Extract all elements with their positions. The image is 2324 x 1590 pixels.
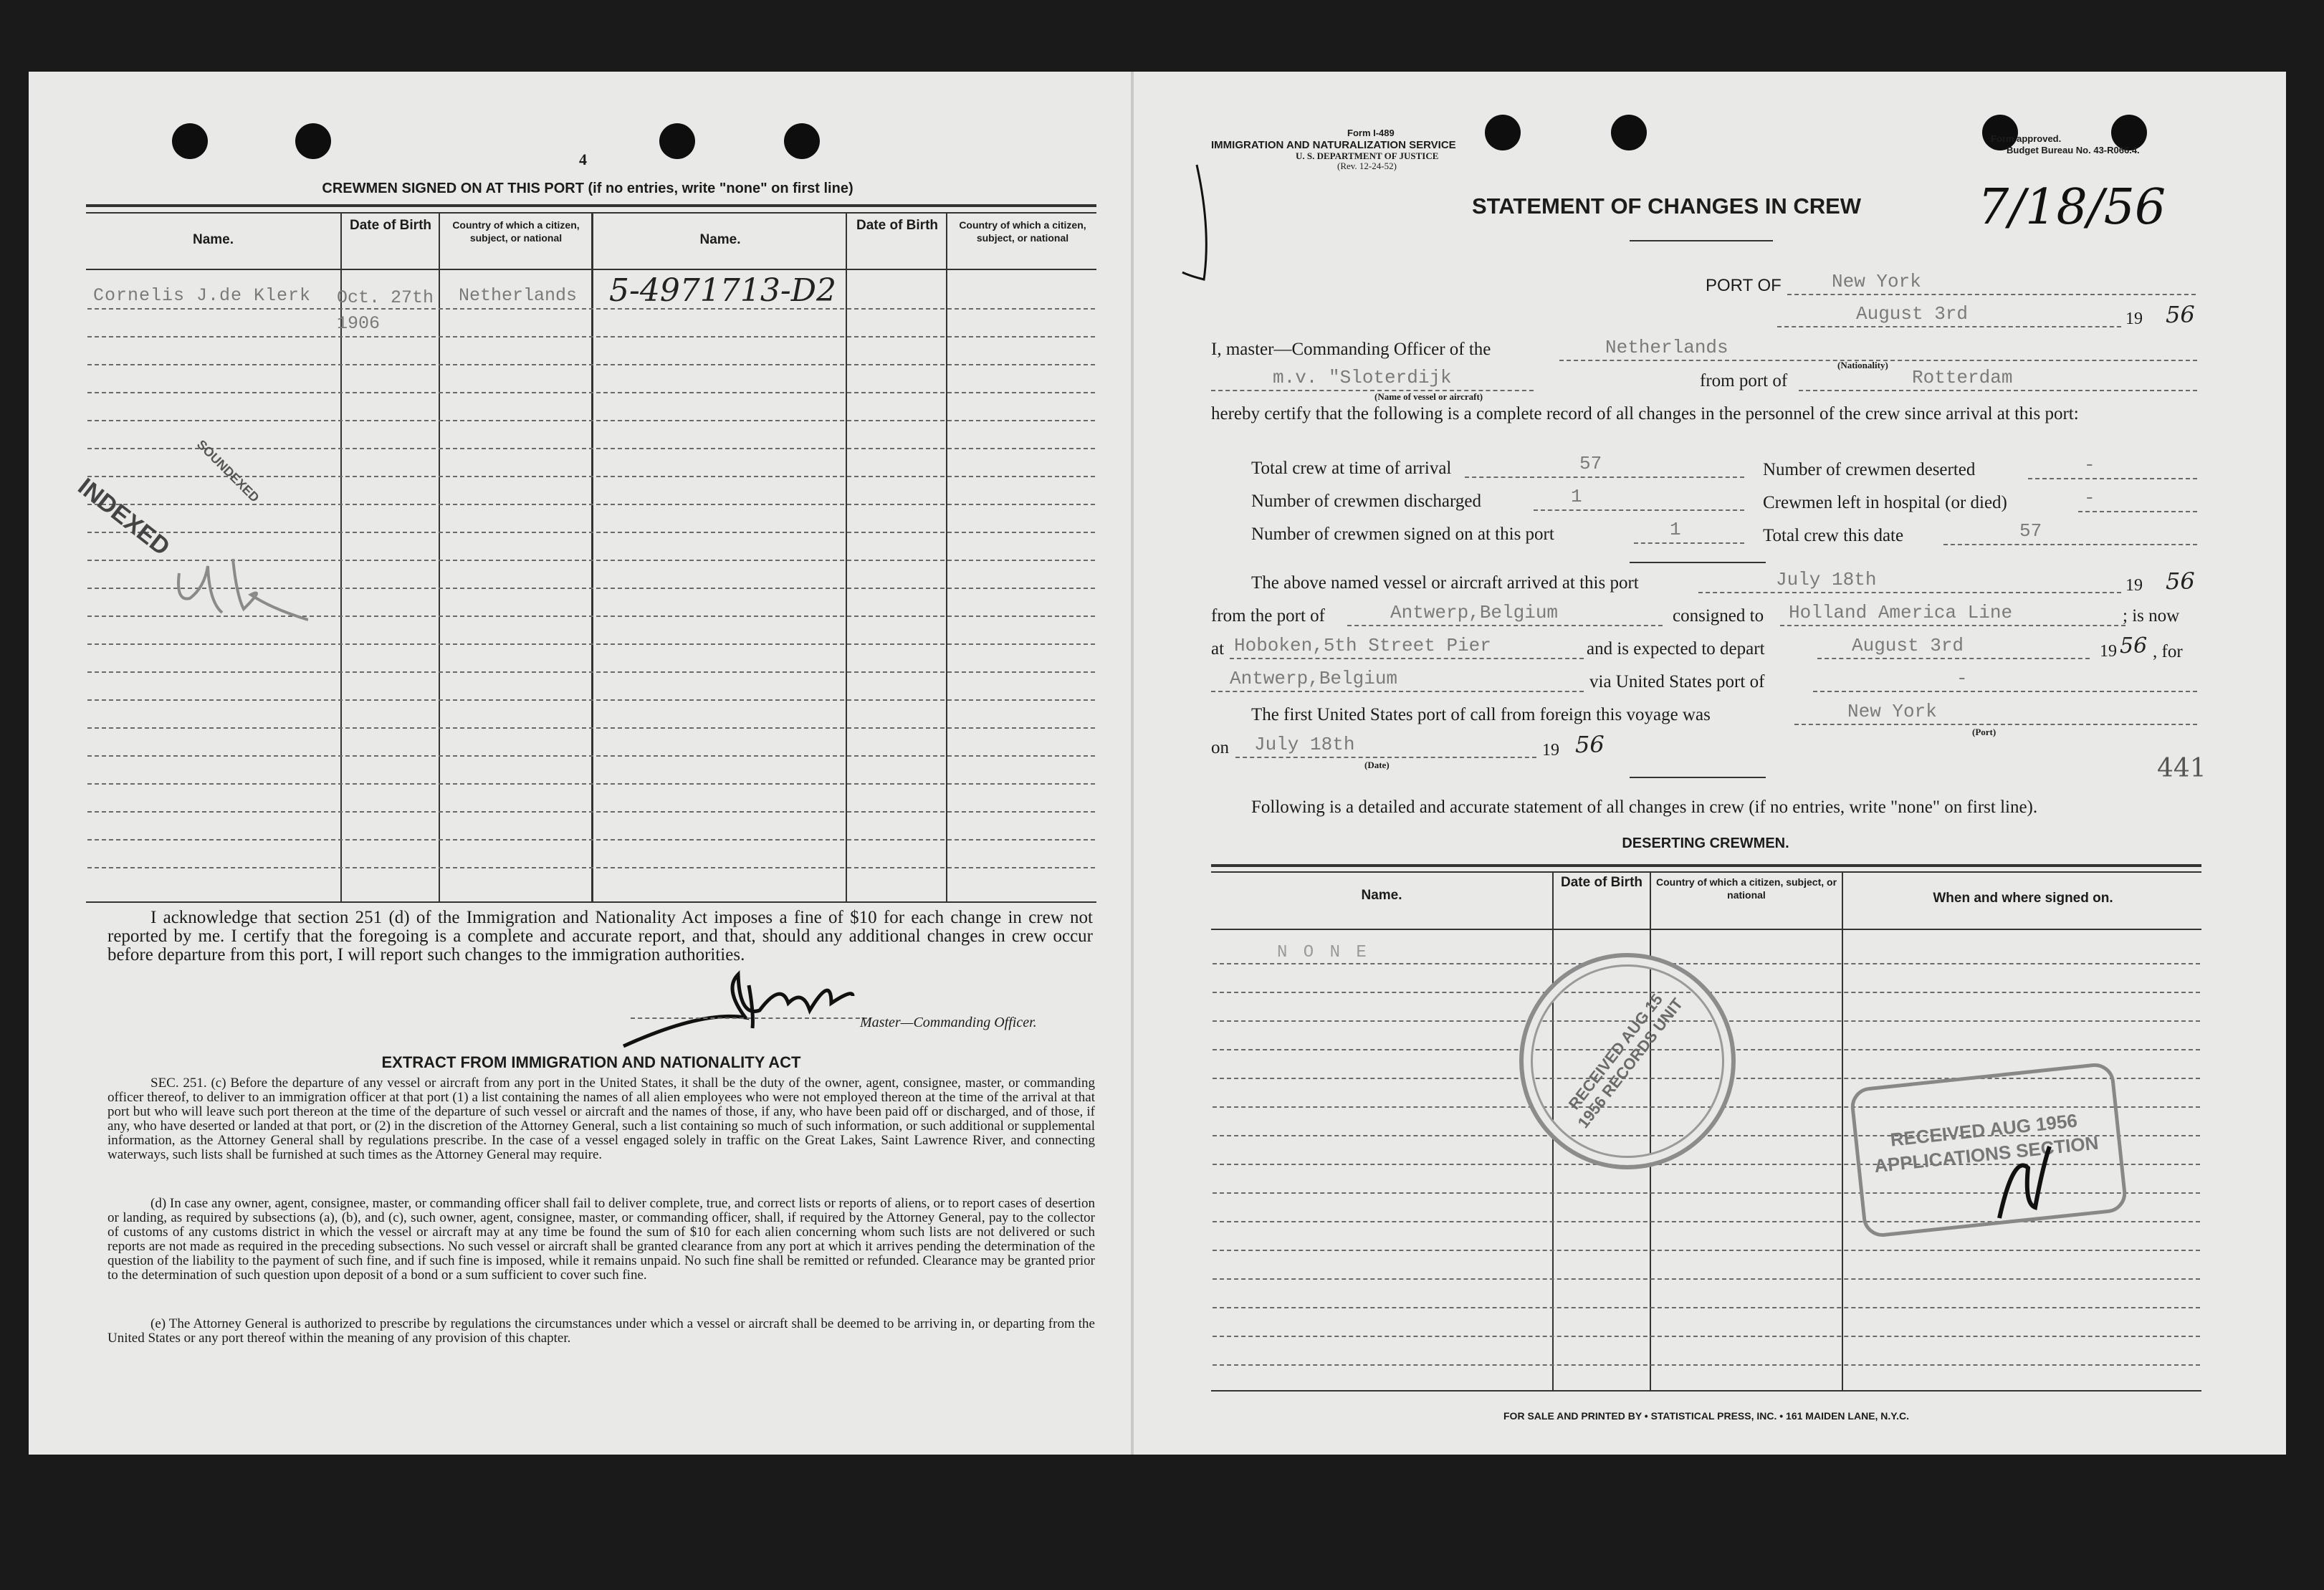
signed-on-line: [1634, 542, 1744, 544]
vessel-value: m.v. "Sloterdijk: [1273, 367, 1452, 388]
section-251-d: (d) In case any owner, agent, consignee, master, or commanding officer shall fail to deliver complete, true, and correct lists or reports of aliens, or to report cases of desertion or landing, as required by subsections (a), (b), and (c), such owner, agent, consignee, master, or commanding officer, shall, if required by the Attorney General, pay to the collector of customs of any customs district in which the vessel or aircraft may at any time be found the sum of $10 for each alien concerning whom such lists are not delivered or such reports are not made as required in the preceding subsections. No such vessel or aircraft shall be granted clearance from any port at which it arrives pending the determination of the question of the liability to the payment of such fine, and if such fine is imposed, while it remains unpaid. No such fine shall be remitted or refunded. Clearance may be granted prior to the determination of such question upon deposit of a bond or a sum sufficient to cover such fine.: [107, 1196, 1095, 1283]
vessel-caption: (Name of vessel or aircraft): [1374, 391, 1483, 402]
from-port-line: [1799, 390, 2197, 391]
table-row-line: [87, 420, 1095, 421]
year-prefix: 19: [2125, 310, 2143, 328]
col-header-dob-2: Date of Birth: [856, 218, 938, 233]
from-port-of-label: from the port of: [1211, 606, 1325, 626]
deserted-line: [2028, 478, 2197, 479]
hospital-value: -: [2084, 487, 2095, 509]
table-row-line: [87, 699, 1095, 701]
table-row-dob: Oct. 27th 1906: [337, 287, 434, 334]
desert-table-header-rule: [1211, 929, 2201, 930]
table-row-line: [87, 727, 1095, 729]
total-arrival-value: 57: [1579, 453, 1602, 474]
first-port-line: [1794, 724, 2197, 725]
at-line: [1230, 658, 1584, 659]
following-text: Following is a detailed and accurate statement of all changes in crew (if no entries, write "none" on first line).: [1251, 798, 2038, 817]
section-251-e: (e) The Attorney General is authorized to prescribe by regulations the circumstances under which a vessel or aircraft shall be deemed to be arriving in, or departing from the United States or any port thereof within the meaning of any provision of this chapter.: [107, 1316, 1095, 1346]
table-row-line: [87, 867, 1095, 868]
department-name: U. S. DEPARTMENT OF JUSTICE: [1296, 150, 1439, 161]
table-row-line: [1213, 963, 2200, 964]
pencil-initials: [165, 545, 308, 645]
total-this-date-value: 57: [2019, 520, 2042, 542]
table-row-line: [87, 671, 1095, 673]
punch-hole: [1611, 115, 1647, 150]
col-header-dob: Date of Birth: [350, 218, 431, 233]
punch-hole: [1485, 115, 1521, 150]
desert-table-divider: [1842, 871, 1843, 1390]
via-value: -: [1956, 668, 1968, 689]
table-divider: [946, 212, 947, 901]
acknowledgment-text: I acknowledge that section 251 (d) of the Immigration and Nationality Act imposes a fine of $10 for each change in crew not reported by me. I certify that the foregoing is a complete and accurate report, and that, should any additional changes in crew occur before departure from this port, I will report such changes to the immigration authorities.: [107, 908, 1093, 964]
desert-table-bottom: [1211, 1390, 2201, 1392]
desert-table-top: [1211, 864, 2201, 867]
on-year-prefix: 19: [1542, 741, 1559, 760]
port-value: New York: [1832, 271, 1921, 292]
for-label: , for: [2153, 642, 2183, 661]
table-row-country: Netherlands: [459, 285, 578, 306]
applications-initials: [1992, 1139, 2057, 1225]
arrived-label: The above named vessel or aircraft arrived at this port: [1251, 573, 1639, 593]
is-now-label: ; is now: [2123, 606, 2180, 626]
table-top-rule: [86, 204, 1096, 207]
signature-caption: Master—Commanding Officer.: [860, 1015, 1037, 1030]
form-number: Form I-489: [1347, 128, 1395, 138]
date-line: [1777, 326, 2121, 327]
depart-year: 56: [2120, 633, 2148, 658]
on-line: [1235, 757, 1536, 758]
signed-on-value: 1: [1670, 519, 1681, 540]
approval-line-1: Form approved.: [1991, 133, 2062, 144]
master-signature: [616, 960, 946, 1060]
on-label: on: [1211, 738, 1229, 757]
col-header-country-2: Country of which a citizen, subject, or national: [959, 219, 1086, 244]
bracket-mark: [1175, 158, 1218, 287]
from-port-of-line: [1347, 625, 1663, 626]
desert-col-name: Name.: [1361, 888, 1402, 903]
hospital-line: [2078, 511, 2197, 512]
hospital-label: Crewmen left in hospital (or died): [1763, 493, 2007, 512]
port-caption: (Port): [1972, 727, 1997, 737]
total-this-date-label: Total crew this date: [1763, 526, 1904, 545]
consigned-value: Holland America Line: [1789, 602, 2013, 623]
nationality-value: Netherlands: [1605, 337, 1728, 358]
master-text: I, master—Commanding Officer of the: [1211, 340, 1491, 359]
date-value: August 3rd: [1856, 303, 1969, 325]
punch-hole: [659, 123, 695, 159]
on-value: July 18th: [1254, 734, 1355, 755]
table-row-line: [87, 532, 1095, 533]
table-divider: [591, 212, 593, 901]
desert-row-none: N O N E: [1277, 943, 1369, 962]
indexed-stamp: INDEXED: [72, 473, 176, 561]
desert-col-dob: Date of Birth: [1561, 875, 1642, 890]
arrived-year: 56: [2166, 567, 2195, 595]
table-row-line: [87, 308, 1095, 310]
from-port-label: from port of: [1700, 371, 1788, 391]
from-port-value: Rotterdam: [1912, 367, 2013, 388]
date-caption: (Date): [1364, 760, 1390, 770]
depart-line: [1817, 658, 2090, 659]
signature-line: [631, 1017, 867, 1019]
depart-label: and is expected to depart: [1587, 639, 1765, 658]
page-number: 4: [579, 150, 587, 168]
discharged-line: [1534, 509, 1744, 511]
first-port-label: The first United States port of call from foreign this voyage was: [1251, 705, 1711, 724]
crew-signed-on-title: CREWMEN SIGNED ON AT THIS PORT (if no entries, write "none" on first line): [322, 181, 853, 196]
form-revision: (Rev. 12-24-52): [1337, 161, 1397, 171]
handwritten-date: 7/18/56: [1978, 179, 2166, 236]
desert-col-country: Country of which a citizen, subject, or national: [1655, 876, 1837, 901]
pencil-number: 441: [2157, 754, 2206, 783]
consigned-line: [1780, 625, 2125, 626]
destination-line: [1211, 691, 1584, 692]
at-label: at: [1211, 639, 1225, 658]
deserted-label: Number of crewmen deserted: [1763, 460, 1976, 479]
destination-value: Antwerp,Belgium: [1230, 668, 1398, 689]
table-row-line: [87, 448, 1095, 449]
total-arrival-line: [1465, 476, 1744, 478]
deserted-value: -: [2084, 454, 2095, 476]
discharged-value: 1: [1571, 486, 1582, 507]
via-label: via United States port of: [1589, 672, 1765, 691]
table-row-line: [87, 755, 1095, 757]
table-row-line: [1213, 1364, 2200, 1366]
table-row-line: [1213, 1278, 2200, 1280]
port-line: [1787, 294, 2196, 295]
arrived-line: [1698, 592, 2121, 593]
punch-hole: [172, 123, 208, 159]
desert-table-top-2: [1211, 871, 2201, 873]
arrived-year-prefix: 19: [2125, 576, 2143, 595]
table-row-line: [87, 364, 1095, 365]
soundexed-stamp: SOUNDEXED: [193, 437, 262, 505]
table-row-line: [87, 336, 1095, 337]
table-row-line: [87, 839, 1095, 841]
port-label: PORT OF: [1706, 276, 1782, 295]
col-header-country: Country of which a citizen, subject, or national: [452, 219, 580, 244]
vessel-line: [1211, 390, 1534, 391]
punch-hole: [295, 123, 331, 159]
table-row-line: [1213, 1307, 2200, 1308]
certify-text: hereby certify that the following is a complete record of all changes in the personnel of the crew since arrival at this port:: [1211, 404, 2079, 423]
table-row-line: [87, 783, 1095, 785]
depart-year-prefix: 19: [2100, 642, 2117, 661]
desert-col-when-where: When and where signed on.: [1933, 891, 2113, 906]
table-row-name: Cornelis J.de Klerk: [93, 285, 312, 306]
punch-hole: [784, 123, 820, 159]
discharged-label: Number of crewmen discharged: [1251, 492, 1481, 511]
form-title: STATEMENT OF CHANGES IN CREW: [1472, 193, 1862, 219]
table-row-line: [1213, 1250, 2200, 1251]
table-row-handwritten-number: 5-4971713-D2: [609, 272, 836, 309]
section-251-c: SEC. 251. (c) Before the departure of any vessel or aircraft from any port in the United States, it shall be the duty of the owner, agent, consignee, master, or commanding officer thereof, to deliver to an immigration officer at that port (1) a list containing the names of all alien employees who were not employed thereon at the time of the arrival at that port but who will leave such port thereon at the time of the departure of such vessel or aircraft and the names of those, if any, who have been paid off or discharged, and of those, if any, who have deserted or landed at that port, or (2) in the discretion of the Attorney General, such a list containing so much of such information, or such additional or supplemental information, as the Attorney General shall by regulations prescribe. In the case of a vessel engaged solely in traffic on the Great Lakes, Saint Lawrence River, and connecting waterways, such lists shall be furnished at such times as the Attorney General may require.: [107, 1076, 1095, 1162]
table-row-line: [87, 392, 1095, 393]
via-line: [1813, 691, 2197, 692]
extract-title: EXTRACT FROM IMMIGRATION AND NATIONALITY ACT: [381, 1053, 801, 1071]
depart-value: August 3rd: [1852, 635, 1964, 656]
table-bottom-rule: [86, 901, 1096, 903]
page-fold: [1131, 72, 1134, 1455]
table-row-line: [1213, 1336, 2200, 1337]
first-port-value: New York: [1847, 701, 1937, 722]
approval-line-2: Budget Bureau No. 43-R066.4.: [2007, 145, 2140, 155]
on-year: 56: [1575, 731, 1605, 758]
at-value: Hoboken,5th Street Pier: [1234, 635, 1491, 656]
total-arrival-label: Total crew at time of arrival: [1251, 459, 1452, 478]
agency-name: IMMIGRATION AND NATURALIZATION SERVICE: [1211, 139, 1456, 151]
nationality-caption: (Nationality): [1837, 360, 1888, 370]
title-underline: [1630, 240, 1773, 241]
section-divider-2: [1630, 777, 1766, 778]
deserting-title: DESERTING CREWMEN.: [1622, 835, 1789, 851]
consigned-label: consigned to: [1673, 606, 1764, 626]
from-port-of-value: Antwerp,Belgium: [1390, 602, 1559, 623]
table-row-line: [87, 504, 1095, 505]
records-unit-stamp-text: RECEIVED AUG 15 1956 RECORDS UNIT: [1564, 990, 1687, 1132]
table-divider: [846, 212, 847, 901]
col-header-name: Name.: [192, 232, 234, 247]
applications-stamp-text: RECEIVED AUG 1956 APPLICATIONS SECTION: [1873, 1109, 2100, 1177]
total-this-date-line: [1943, 544, 2197, 545]
arrived-value: July 18th: [1776, 569, 1877, 590]
year-value: 56: [2166, 301, 2195, 328]
table-row-line: [87, 811, 1095, 813]
col-header-name-2: Name.: [699, 232, 741, 247]
signed-on-label: Number of crewmen signed on at this port: [1251, 525, 1554, 544]
section-divider: [1630, 562, 1766, 563]
printer-line: FOR SALE AND PRINTED BY • STATISTICAL PRESS, INC. • 161 MAIDEN LANE, N.Y.C.: [1503, 1410, 1909, 1422]
